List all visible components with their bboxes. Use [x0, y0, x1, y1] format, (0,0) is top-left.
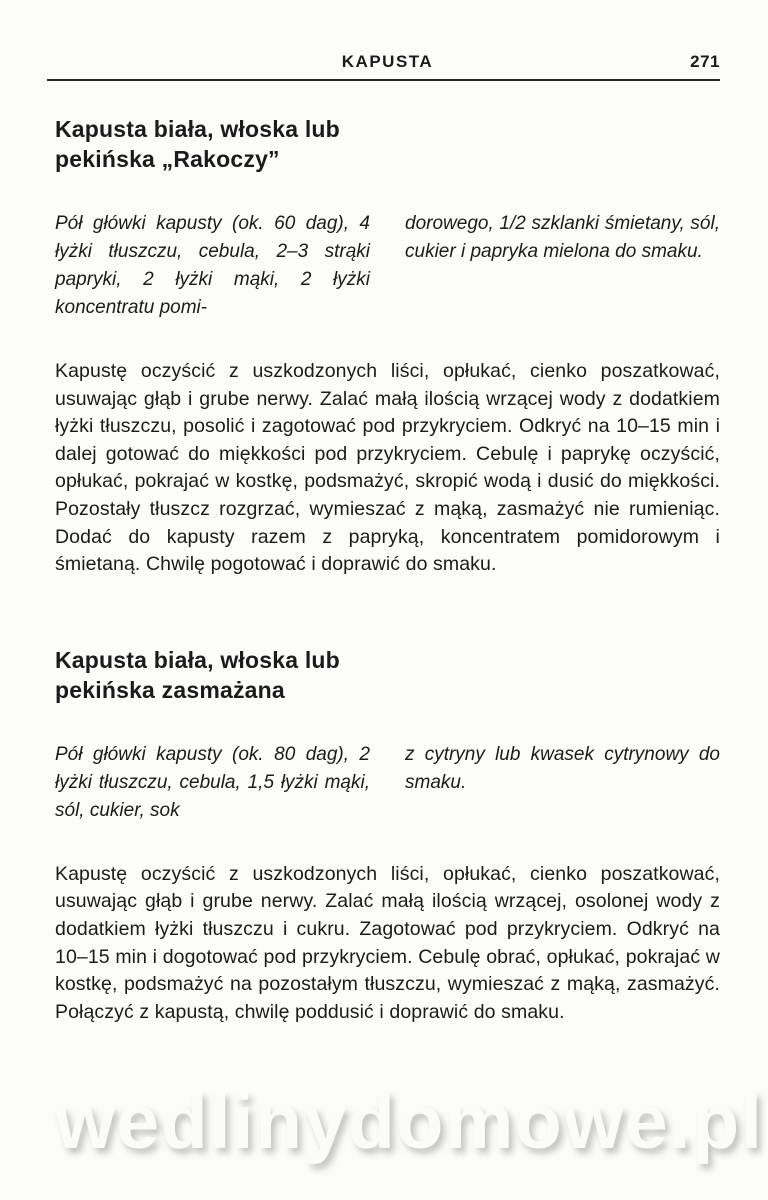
recipe-section-rakoczy	[55, 114, 720, 579]
chapter-title: KAPUSTA	[341, 52, 434, 71]
recipe-instructions: Kapustę oczyścić z uszkodzonych liści, opłukać, cienko poszatkować, usuwając głąb i grube nerwy. Zalać małą ilością wrzącej wody z dodatkiem łyżki tłuszczu, posolić i zagotować pod przykryciem. Odkryć na 10–15 min i dalej gotować do miękkości pod przykryciem. Cebulę i paprykę oczyścić, opłukać, pokrajać w kostkę, podsmażyć, skropić wodą i dusić do miękkości. Pozostały tłuszcz rozgrzać, wymieszać z mąką, zasmażyć nie rumieniąc. Dodać do kapusty razem z papryką, koncentratem pomidorowym i śmietaną. Chwilę pogotować i doprawić do smaku.	[55, 360, 720, 576]
recipe-title: Kapusta biała, włoska lub pekińska zasmażana	[55, 646, 340, 703]
ingredients-column-right: dorowego, 1/2 szklanki śmietany, sól, cukier i papryka mielona do smaku.	[405, 213, 720, 262]
recipe-instructions: Kapustę oczyścić z uszkodzonych liści, opłukać, cienko poszatkować, usuwając głąb i grube nerwy. Zalać małą ilością wrzącej, osolonej wody z dodatkiem łyżki tłuszczu i cukru. Zagotować pod przykryciem. Odkryć na 10–15 min i dogotować pod przykryciem. Cebulę obrać, opłukać, pokrajać w kostkę, podsmażyć na pozostałym tłuszczu, wymieszać z mąką, zasmażyć. Połączyć z kapustą, chwilę poddusić i doprawić do smaku.	[55, 862, 720, 1023]
ingredients-list	[55, 741, 720, 825]
recipe-title: Kapusta biała, włoska lub pekińska „Rakoczy”	[55, 116, 340, 172]
page-number: 271	[690, 52, 720, 71]
ingredients-column-left: Pół główki kapusty (ok. 60 dag), 4 łyżki tłuszczu, cebula, 2–3 strąki papryki, 2 łyżki mąki, 2 łyżki koncentratu pomi-	[55, 213, 370, 318]
ingredients-column-right: z cytryny lub kwasek cytrynowy do smaku.	[405, 743, 720, 793]
header-rule	[47, 79, 720, 81]
watermark-text: wedlinydomowe.pl	[55, 1079, 764, 1165]
ingredients-list	[55, 210, 720, 322]
ingredients-column-left: Pół główki kapusty (ok. 80 dag), 2 łyżki tłuszczu, cebula, 1,5 łyżki mąki, sól, cukier, sok	[55, 743, 370, 821]
recipe-section-zasmazana	[55, 645, 720, 1027]
page-header	[55, 52, 720, 72]
